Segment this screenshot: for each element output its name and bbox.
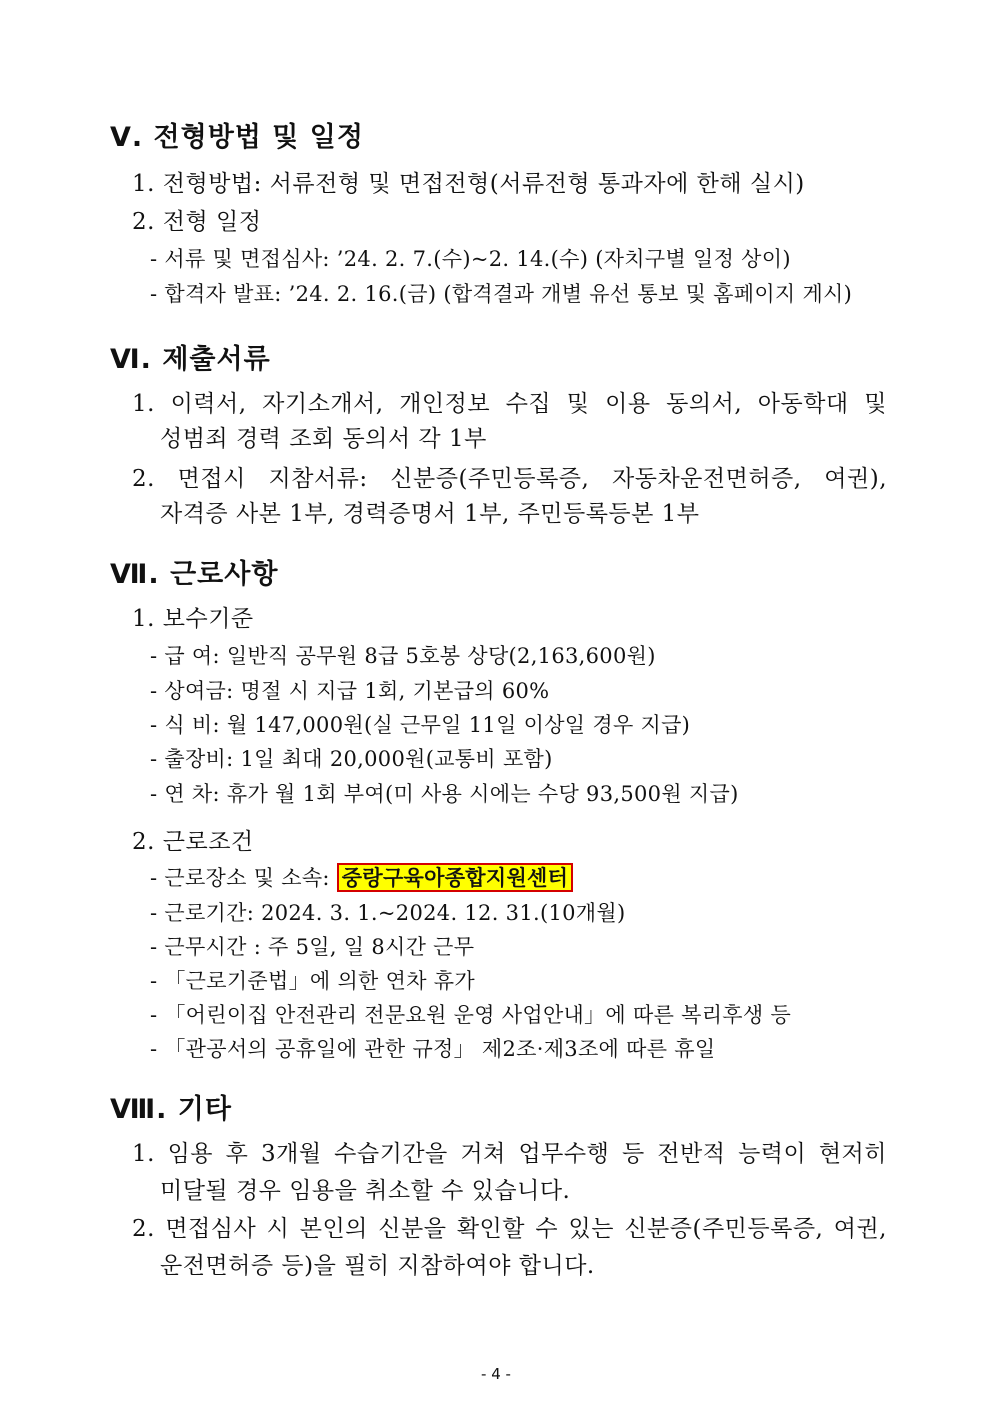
section-vi-item-2-line-1: 2. 면접시 지참서류: 신분증(주민등록증, 자동차운전면허증, 여권), — [132, 466, 887, 492]
section-v-sub-2: - 합격자 발표: ’24. 2. 16.(금) (합격결과 개별 유선 통보 및 홈페이지 게시) — [150, 282, 853, 306]
condition-item: - 근로기간: 2024. 3. 1.~2024. 12. 31.(10개월) — [150, 901, 626, 925]
condition-item: - 「근로기준법」에 의한 연차 휴가 — [150, 969, 475, 993]
section-vi-heading: Ⅵ. 제출서류 — [110, 344, 271, 375]
section-v-sub-1: - 서류 및 면접심사: ’24. 2. 7.(수)~2. 14.(수) (자치구별 일정 상이) — [150, 247, 791, 271]
section-v-item-2: 2. 전형 일정 — [132, 209, 262, 235]
condition-item: - 「어린이집 안전관리 전문요원 운영 사업안내」에 따른 복리후생 등 — [150, 1003, 792, 1027]
section-viii-item-2-line-1: 2. 면접심사 시 본인의 신분을 확인할 수 있는 신분증(주민등록증, 여권, — [132, 1216, 887, 1242]
condition-item: - 「관공서의 공휴일에 관한 규정」 제2조·제3조에 따른 휴일 — [150, 1037, 716, 1061]
section-v-heading: Ⅴ. 전형방법 및 일정 — [110, 122, 364, 153]
section-vii-item-1: 1. 보수기준 — [132, 606, 254, 632]
pay-item: - 상여금: 명절 시 지급 1회, 기본급의 60% — [150, 679, 550, 703]
workplace-line — [150, 862, 573, 892]
section-vi-item-1-line-1: 1. 이력서, 자기소개서, 개인정보 수집 및 이용 동의서, 아동학대 및 — [132, 391, 887, 417]
section-viii-heading: Ⅷ. 기타 — [110, 1094, 232, 1125]
workplace-label: - 근로장소 및 소속: — [150, 866, 337, 890]
section-vi-item-1-line-2: 성범죄 경력 조회 동의서 각 1부 — [160, 426, 487, 452]
page-number: - 4 - — [481, 1365, 511, 1383]
pay-item: - 급 여: 일반직 공무원 8급 5호봉 상당(2,163,600원) — [150, 644, 656, 668]
pay-item: - 출장비: 1일 최대 20,000원(교통비 포함) — [150, 747, 553, 771]
section-vi-item-2-line-2: 자격증 사본 1부, 경력증명서 1부, 주민등록등본 1부 — [160, 501, 700, 527]
pay-item: - 식 비: 월 147,000원(실 근무일 11일 이상일 경우 지급) — [150, 713, 691, 737]
section-v-item-1: 1. 전형방법: 서류전형 및 면접전형(서류전형 통과자에 한해 실시) — [132, 171, 805, 197]
pay-item: - 연 차: 휴가 월 1회 부여(미 사용 시에는 수당 93,500원 지급) — [150, 782, 739, 806]
section-viii-item-1-line-2: 미달될 경우 임용을 취소할 수 있습니다. — [160, 1178, 571, 1204]
workplace-highlight: 중랑구육아종합지원센터 — [337, 863, 573, 892]
section-viii-item-1-line-1: 1. 임용 후 3개월 수습기간을 거쳐 업무수행 등 전반적 능력이 현저히 — [132, 1141, 887, 1167]
section-vii-heading: Ⅶ. 근로사항 — [110, 559, 279, 590]
condition-item: - 근무시간 : 주 5일, 일 8시간 근무 — [150, 935, 475, 959]
section-viii-item-2-line-2: 운전면허증 등)을 필히 지참하여야 합니다. — [160, 1253, 595, 1279]
section-vii-item-2: 2. 근로조건 — [132, 829, 254, 855]
